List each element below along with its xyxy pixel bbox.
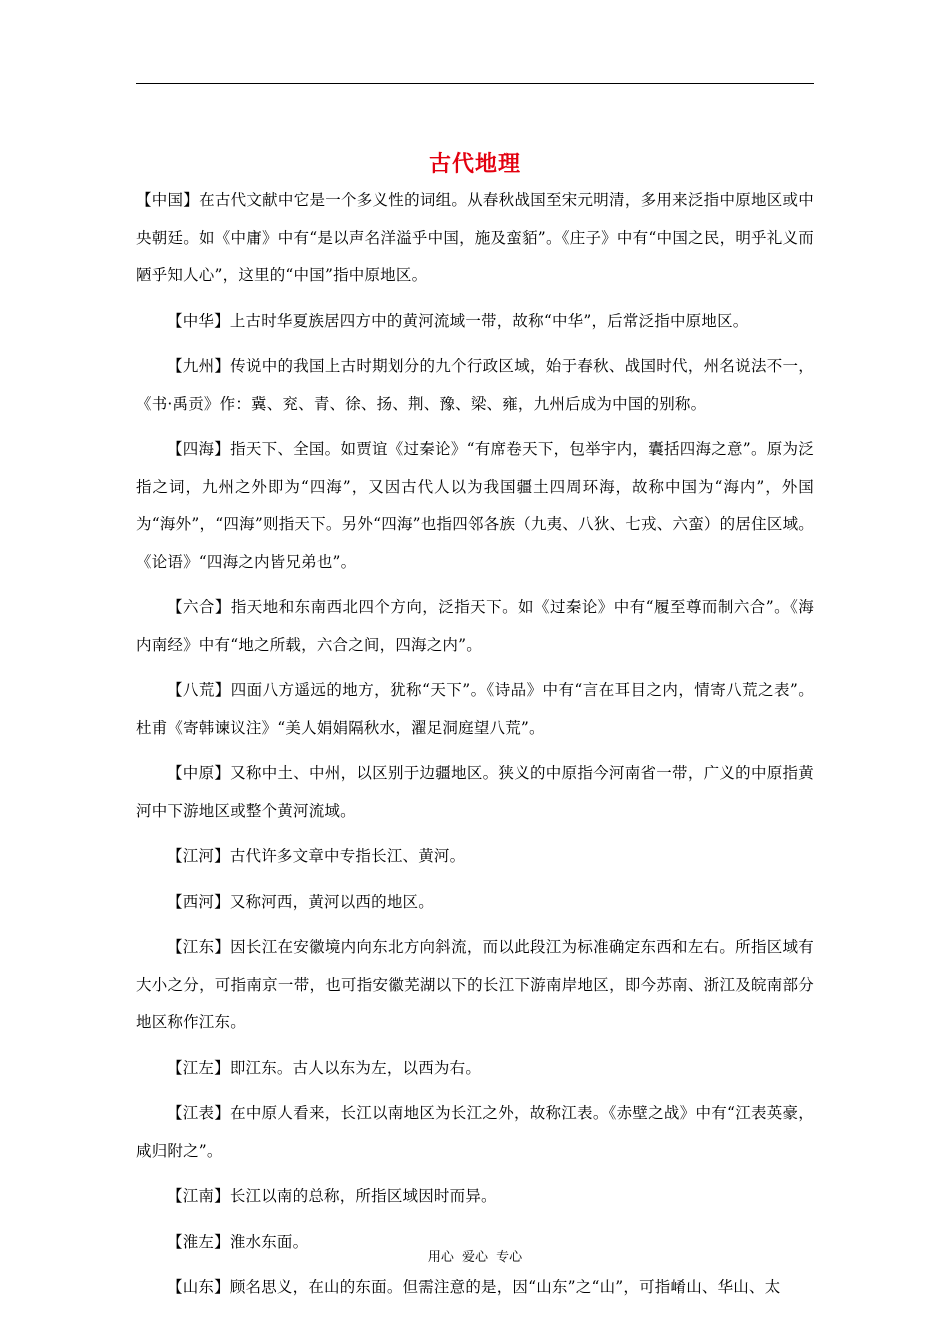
entry-liuhe [136,589,814,664]
entry-term: 【西河】 [167,892,230,911]
entry-term: 【九州】 [167,357,231,375]
entry-sihai [136,431,814,581]
entry-term: 【江东】 [167,938,231,956]
entry-text: 因长江在安徽境内向东北方向斜流，而以此段江为标准确定东西和左右。所指区域有大小之分，可指南京一带，也可指安徽芜湖以下的长江下游南岸地区，即今苏南、浙江及皖南部分地区称作江东。 [136,938,814,1031]
entry-term: 【八荒】 [167,681,231,699]
entry-jiangzuo [136,1050,814,1088]
entry-term: 【中国】 [136,191,200,209]
entry-text: 在中原人看来，长江以南地区为长江之外，故称江表。《赤壁之战》中有“江表英豪，咸归附之”。 [136,1104,814,1160]
entry-xihe [136,884,814,922]
entry-term: 【山东】 [167,1278,230,1296]
entry-text: 上古时华夏族居四方中的黄河流域一带，故称“中华”，后常泛指中原地区。 [229,311,749,330]
entry-text: 又称中土、中州，以区别于边疆地区。狭义的中原指今河南省一带，广义的中原指黄河中下游地区或整个黄河流域。 [136,764,814,820]
entry-text: 淮水东面。 [229,1232,309,1251]
entry-term: 【中原】 [167,764,231,782]
document-body [136,182,814,1315]
entry-zhongyuan [136,755,814,830]
entry-term: 【江表】 [167,1104,231,1122]
page-footer: 用心 爱心 专心 [427,1250,523,1265]
entry-text: 即江东。古人以东为左，以西为右。 [229,1058,482,1077]
header-rule [136,83,814,84]
entry-term: 【江河】 [167,847,230,865]
entry-text: 在古代文献中它是一个多义性的词组。从春秋战国至宋元明清，多用来泛指中原地区或中央朝廷。如《中庸》中有“是以声名洋溢乎中国，施及蛮貊”。《庄子》中有“中国之民，明乎礼义而陋乎知人心”，这里的“中国”指中原地区。 [136,191,814,284]
page-title: 古代地理 [428,150,521,177]
entry-text: 长江以南的总称，所指区域因时而异。 [229,1187,497,1205]
entry-text: 指天地和东南西北四个方向，泛指天下。如《过秦论》中有“履至尊而制六合”。《海内南经》中有“地之所载，六合之间，四海之内”。 [136,598,814,654]
entry-zhongguo [136,182,814,295]
entry-term: 【江左】 [167,1058,230,1077]
entry-jianghe [136,838,814,876]
entry-text: 指天下、全国。如贾谊《过秦论》“有席卷天下，包举宇内，囊括四海之意”。原为泛指之词，九州之外即为“四海”，又因古代人以为我国疆土四周环海，故称中国为“海内”，外国为“海外”，“四海”则指天下。另外“四海”也指四邻各族（九夷、八狄、七戎、六蛮）的居住区域。《论语》“四海之内皆兄弟也”。 [136,440,814,571]
entry-text: 又称河西，黄河以西的地区。 [229,892,434,911]
entry-jiangbiao [136,1095,814,1170]
entry-jiangdong [136,929,814,1042]
entry-text: 古代许多文章中专指长江、黄河。 [229,847,466,865]
entry-jiangnan [136,1178,814,1216]
entry-term: 【江南】 [167,1187,230,1205]
entry-zhonghua [136,303,814,341]
entry-term: 【中华】 [167,311,230,330]
entry-term: 【淮左】 [167,1232,230,1251]
entry-jiuzhou [136,348,814,423]
entry-text: 顾名思义，在山的东面。但需注意的是，因“山东”之“山”，可指崤山、华山、太 [229,1278,781,1296]
entry-text: 传说中的我国上古时期划分的九个行政区域，始于春秋、战国时代，州名说法不一，《书·禹贡》作：冀、兖、青、徐、扬、荆、豫、梁、雍，九州后成为中国的别称。 [136,357,814,413]
entry-term: 【六合】 [167,598,231,616]
entry-shandong [136,1269,814,1307]
entry-term: 【四海】 [167,440,231,458]
entry-bahuang [136,672,814,747]
entry-text: 四面八方遥远的地方，犹称“天下”。《诗品》中有“言在耳目之内，情寄八荒之表”。杜甫《寄韩谏议注》“美人娟娟隔秋水，濯足洞庭望八荒”。 [136,681,814,737]
